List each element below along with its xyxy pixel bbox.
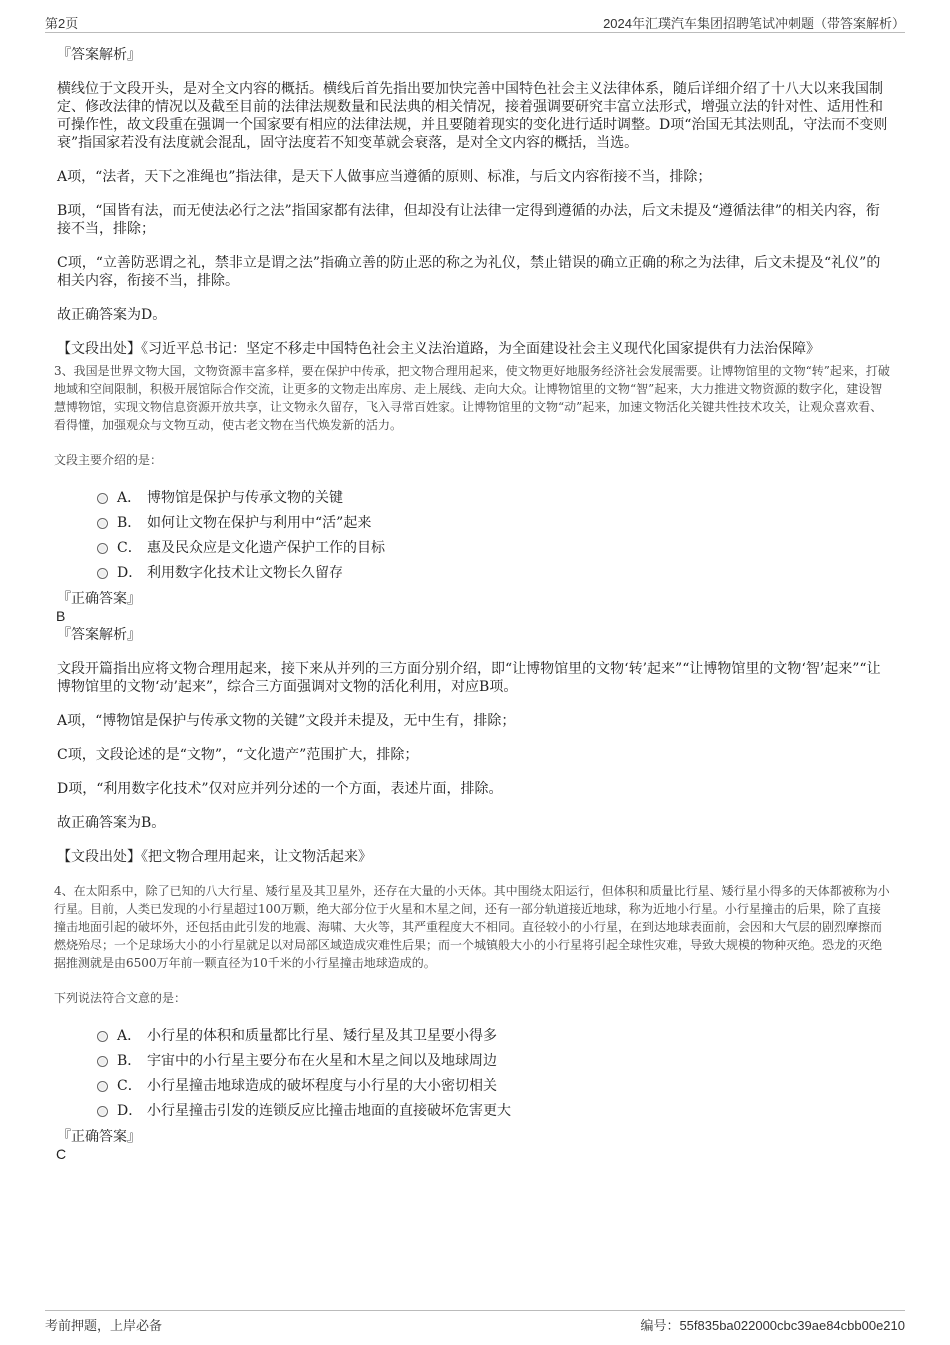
radio-icon[interactable] [97, 568, 108, 579]
radio-icon[interactable] [97, 543, 108, 554]
radio-icon[interactable] [97, 493, 108, 504]
answer-label: 『正确答案』 [57, 1129, 141, 1145]
analysis-paragraph: A项，“法者，天下之准绳也”指法律，是天下人做事应当遵循的原则、标准，与后文内容衔接不当，排除； [57, 169, 712, 185]
analysis-paragraph: C项，文段论述的是“文物”，“文化遗产”范围扩大，排除； [57, 747, 419, 763]
answer-value: C [56, 1146, 67, 1162]
document-id: 编号：55f835ba022000cbc39ae84cbb00e210 [640, 1318, 905, 1333]
analysis-paragraph: A项，“博物馆是保护与传承文物的关键”文段并未提及，无中生有，排除； [57, 713, 516, 729]
option-d[interactable]: D． 小行星撞击引发的连锁反应比撞击地面的直接破坏危害更大 [97, 1099, 890, 1124]
option-a[interactable]: A． 小行星的体积和质量都比行星、矮行星及其卫星要小得多 [97, 1024, 890, 1049]
question-passage: 3、我国是世界文物大国，文物资源丰富多样，要在保护中传承，把文物合理用起来，使文物更好地服务经济社会发展需要。让博物馆里的文物“转”起来，打破地域和空间限制，积极开展馆际合作交流，让更多的文物走出库房、走上展线、走向大众。让博物馆里的文物“智”起来，大力推进文物资源的数字化，建设智慧博物馆，实现文物信息资源开放共享，让文物永久留存，飞入寻常百姓家。让博物馆里的文物“动”起来，加速文物活化关键共性技术攻关，让观众喜欢看、看得懂，加强观众与文物互动，使古老文物在当代焕发新的活力。 [54, 364, 890, 432]
page-footer [45, 1310, 905, 1337]
analysis-paragraph: 文段开篇指出应将文物合理用起来，接下来从并列的三方面分别介绍，即“让博物馆里的文物‘转’起来”“让博物馆里的文物‘智’起来”“让博物馆里的文物‘动’起来”，综合三方面强调对文物的活化利用，对应B项。 [57, 661, 881, 695]
radio-icon[interactable] [97, 1106, 108, 1117]
analysis-paragraph: B项，“国皆有法，而无使法必行之法”指国家都有法律，但却没有让法律一定得到遵循的办法，后文未提及“遵循法律”的相关内容，衔接不当，排除； [57, 203, 880, 237]
option-a[interactable]: A． 博物馆是保护与传承文物的关键 [97, 486, 890, 511]
analysis-paragraph: D项，“利用数字化技术”仅对应并列分述的一个方面，表述片面，排除。 [57, 781, 503, 797]
option-b[interactable]: B． 如何让文物在保护与利用中“活”起来 [97, 511, 890, 536]
analysis-paragraph: C项，“立善防恶谓之礼，禁非立是谓之法”指确立善的防止恶的称之为礼仪，禁止错误的确立正确的称之为法律，后文未提及“礼仪”的相关内容，衔接不当，排除。 [57, 255, 881, 289]
source-citation: 【文段出处】《把文物合理用起来，让文物活起来》 [57, 849, 372, 865]
option-b[interactable]: B． 宇宙中的小行星主要分布在火星和木星之间以及地球周边 [97, 1049, 890, 1074]
document-title: 2024年汇璞汽车集团招聘笔试冲刺题（带答案解析） [603, 16, 905, 31]
answer-value: B [56, 608, 66, 624]
page-number: 第2页 [45, 16, 79, 31]
option-c[interactable]: C． 小行星撞击地球造成的破坏程度与小行星的大小密切相关 [97, 1074, 890, 1099]
radio-icon[interactable] [97, 1056, 108, 1067]
radio-icon[interactable] [97, 1081, 108, 1092]
radio-icon[interactable] [97, 518, 108, 529]
question-stem: 文段主要介绍的是： [54, 453, 163, 467]
document-body [54, 46, 890, 1162]
analysis-paragraph: 横线位于文段开头，是对全文内容的概括。横线后首先指出要加快完善中国特色社会主义法律体系，随后详细介绍了十八大以来我国制定、修改法律的情况以及截至目前的法律法规数量和民法典的相关情况，接着强调要研究丰富立法形式，增强立法的针对性、适用性和可操作性，故文段重在强调一个国家要有相应的法律法规，并且要随着现实的变化进行适时调整。D项“治国无其法则乱，守法而不变则衰”指国家若没有法度就会混乱，固守法度若不知变革就会衰落，是对全文内容的概括，当选。 [57, 81, 888, 151]
correct-answer-statement: 故正确答案为D。 [57, 307, 167, 323]
question-stem: 下列说法符合文意的是： [54, 991, 187, 1005]
footer-slogan: 考前押题，上岸必备 [45, 1318, 163, 1333]
option-c[interactable]: C． 惠及民众应是文化遗产保护工作的目标 [97, 536, 890, 561]
option-list [57, 1024, 890, 1124]
option-d[interactable]: D． 利用数字化技术让文物长久留存 [97, 561, 890, 586]
answer-label: 『正确答案』 [57, 591, 141, 607]
analysis-label: 『答案解析』 [57, 47, 141, 63]
source-citation: 【文段出处】《习近平总书记：坚定不移走中国特色社会主义法治道路，为全面建设社会主义现代化国家提供有力法治保障》 [57, 341, 820, 357]
correct-answer-statement: 故正确答案为B。 [57, 815, 166, 831]
option-list [57, 486, 890, 586]
radio-icon[interactable] [97, 1031, 108, 1042]
question-passage: 4、在太阳系中，除了已知的八大行星、矮行星及其卫星外，还存在大量的小天体。其中围绕太阳运行，但体积和质量比行星、矮行星小得多的天体都被称为小行星。目前，人类已发现的小行星超过100万颗，绝大部分位于火星和木星之间，还有一部分轨道接近地球，称为近地小行星。小行星撞击的后果，除了直接撞击地面引起的破坏外，还包括由此引发的地震、海啸、大火等，其严重程度大不相同。直径较小的小行星，在到达地球表面前，会因和大气层的剧烈摩擦而燃烧殆尽；一个足球场大小的小行星就足以对局部区域造成灾难性后果；而一个城镇般大小的小行星将引起全球性灾难，导致大规模的物种灭绝。恐龙的灭绝据推测就是由6500万年前一颗直径为10千米的小行星撞击地球造成的。 [54, 884, 890, 970]
page-header [45, 10, 905, 33]
analysis-label: 『答案解析』 [57, 627, 141, 643]
